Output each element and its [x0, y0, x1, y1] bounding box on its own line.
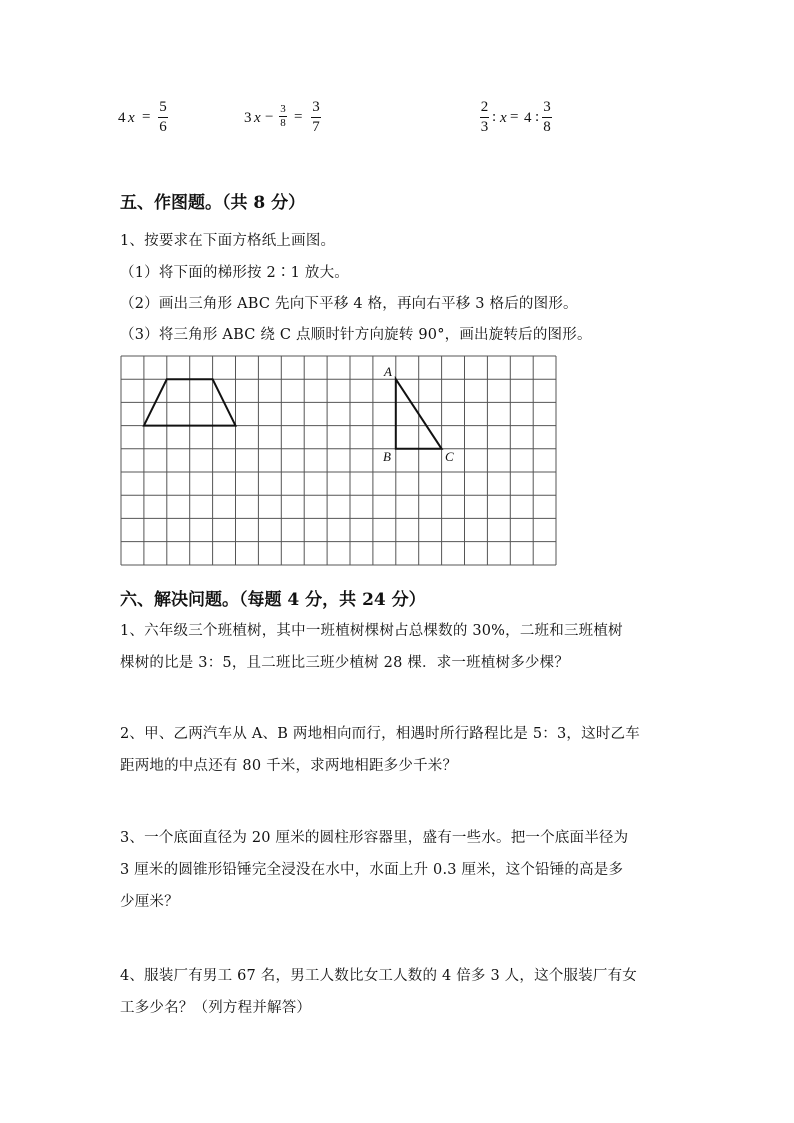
problem-1-line-1: 1、六年级三个班植树，其中一班植树棵树占总棵数的 30%，二班和三班植树	[120, 623, 623, 639]
eq1-coef: 4	[118, 110, 126, 126]
eq2-den: 7	[312, 119, 320, 135]
eq1-den: 6	[159, 119, 167, 135]
label-b: B	[383, 449, 391, 464]
eq2-var: x	[254, 110, 261, 126]
eq1-var: x	[128, 110, 135, 126]
eq3-var: x	[500, 110, 507, 126]
section-5-title: 五、作图题。（共 8 分）	[120, 193, 306, 213]
eq3-l-den: 3	[480, 119, 489, 135]
eq3-equals: =	[510, 109, 519, 125]
label-c: C	[445, 449, 454, 464]
section-5-sub-1: （1）将下面的梯形按 2∶1 放大。	[120, 265, 349, 281]
eq2-small-fraction	[279, 104, 287, 129]
problem-4-line-1: 4、服装厂有男工 67 名，男工人数比女工人数的 4 倍多 3 人，这个服装厂有女	[120, 968, 637, 984]
eq3-right-fraction	[542, 100, 552, 135]
grid-paper	[118, 354, 560, 568]
problem-4	[120, 960, 637, 1024]
problem-2-line-1: 2、甲、乙两汽车从 A、B 两地相向而行，相遇时所行路程比是 5：3，这时乙车	[120, 726, 640, 742]
eq2-equals: =	[294, 109, 303, 125]
eq3-colon: :	[492, 109, 497, 125]
eq2-f-num: 3	[280, 103, 286, 115]
eq3-colon-2: :	[535, 109, 540, 125]
eq2-minus: −	[265, 109, 274, 125]
eq3-left-fraction	[480, 100, 489, 135]
problem-3-line-2: 3 厘米的圆锥形铅锤完全浸没在水中，水面上升 0.3 厘米，这个铅锤的高是多	[120, 862, 624, 878]
problem-1-line-2: 棵树的比是 3：5，且二班比三班少植树 28 棵．求一班植树多少棵？	[120, 655, 570, 671]
problem-3-line-3: 少厘米？	[120, 894, 179, 910]
eq2-coef: 3	[244, 110, 252, 126]
section-5-sub-2: （2）画出三角形 ABC 先向下平移 4 格，再向右平移 3 格后的图形。	[120, 296, 578, 312]
equation-3	[480, 100, 570, 140]
problem-3	[120, 822, 628, 918]
section-6-title: 六、解决问题。（每题 4 分，共 24 分）	[120, 590, 426, 610]
section-5-sub-3: （3）将三角形 ABC 绕 C 点顺时针方向旋转 90°，画出旋转后的图形。	[120, 327, 592, 343]
eq3-r-num: 3	[543, 99, 551, 115]
eq3-r-den: 8	[543, 119, 551, 135]
problem-4-line-2: 工多少名？（列方程并解答）	[120, 1000, 312, 1016]
equation-1	[118, 100, 178, 140]
eq1-equals: =	[142, 109, 151, 125]
problem-3-line-1: 3、一个底面直径为 20 厘米的圆柱形容器里，盛有一些水。把一个底面半径为	[120, 830, 629, 846]
eq1-fraction	[158, 100, 168, 135]
problem-2	[120, 718, 640, 782]
label-a: A	[384, 364, 392, 379]
equation-2	[244, 100, 334, 140]
section-5-question-1: 1、按要求在下面方格纸上画图。	[120, 233, 336, 249]
eq2-f-den: 8	[280, 117, 286, 129]
problem-2-line-2: 距两地的中点还有 80 千米，求两地相距多少千米？	[120, 758, 458, 774]
problem-1	[120, 615, 623, 679]
eq1-num: 5	[159, 99, 167, 115]
eq3-l-num: 2	[480, 99, 489, 115]
eq3-four: 4	[524, 110, 532, 126]
eq2-fraction	[311, 100, 321, 135]
eq2-num: 3	[312, 99, 320, 115]
